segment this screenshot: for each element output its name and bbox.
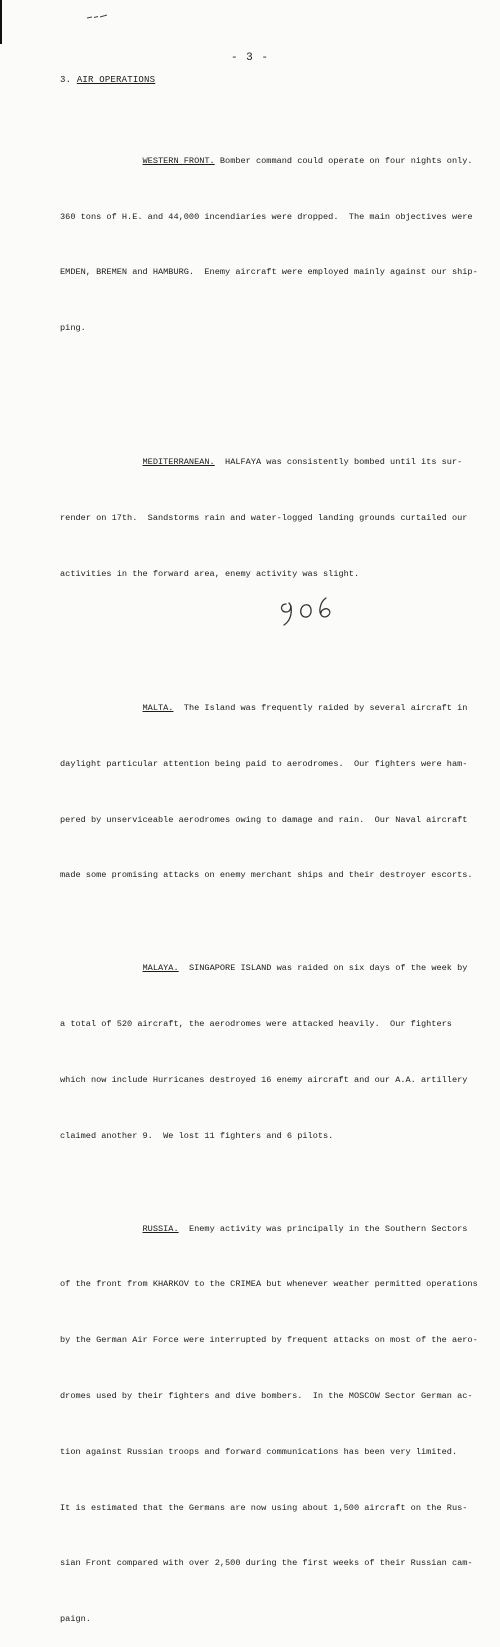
paragraph-line: render on 17th. Sandstorms rain and water-logged landing grounds curtailed our bbox=[60, 513, 468, 524]
handwritten-signature bbox=[278, 594, 342, 628]
paragraph-line: a total of 520 aircraft, the aerodromes were attacked heavily. Our fighters bbox=[60, 1019, 452, 1030]
paragraph-line: It is estimated that the Germans are now using about 1,500 aircraft on the Rus- bbox=[60, 1502, 468, 1513]
document-body bbox=[60, 96, 478, 1647]
paragraph-line: daylight particular attention being paid to aerodromes. Our fighters were ham- bbox=[60, 758, 468, 769]
page-edge-mark bbox=[0, 0, 2, 44]
paragraph-line: which now include Hurricanes destroyed 16 enemy aircraft and our A.A. artillery bbox=[60, 1074, 468, 1085]
section-heading bbox=[60, 75, 155, 85]
ink-mark bbox=[86, 14, 108, 20]
paragraph-line: WESTERN FRONT. Bomber command could operate on four nights only. bbox=[142, 155, 473, 166]
paragraph-lead: MALAYA. bbox=[142, 963, 179, 974]
paragraph-line: 360 tons of H.E. and 44,000 incendiaries were dropped. The main objectives were bbox=[60, 211, 473, 222]
paragraph-line: tion against Russian troops and forward communications has been very limited. bbox=[60, 1446, 458, 1457]
paragraph-lead: RUSSIA. bbox=[142, 1223, 179, 1234]
paragraph-line: made some promising attacks on enemy merchant ships and their destroyer escorts. bbox=[60, 870, 473, 881]
paragraph-line: claimed another 9. We lost 11 fighters and 6 pilots. bbox=[60, 1130, 334, 1141]
section-number: 3. bbox=[60, 75, 72, 85]
paragraph-lead: WESTERN FRONT. bbox=[142, 155, 215, 166]
paragraph-line: by the German Air Force were interrupted by frequent attacks on most of the aero- bbox=[60, 1335, 478, 1346]
paragraph-line: paign. bbox=[60, 1614, 91, 1625]
paragraph-line: ping. bbox=[60, 323, 86, 334]
paragraph-line: activities in the forward area, enemy activity was slight. bbox=[60, 568, 360, 579]
paragraph-lead: MEDITERRANEAN. bbox=[142, 457, 215, 468]
paragraph-line: EMDEN, BREMEN and HAMBURG. Enemy aircraft were employed mainly against our ship- bbox=[60, 267, 478, 278]
paragraph-line: of the front from KHARKOV to the CRIMEA but whenever weather permitted operations bbox=[60, 1279, 478, 1290]
section-title: AIR OPERATIONS bbox=[76, 75, 156, 85]
paragraph-line: MALTA. The Island was frequently raided by several aircraft in bbox=[142, 703, 468, 713]
paragraph-line: sian Front compared with over 2,500 during the first weeks of their Russian cam- bbox=[60, 1558, 473, 1569]
paragraph-lead: MALTA. bbox=[142, 703, 174, 713]
paragraph-line: MALAYA. SINGAPORE ISLAND was raided on six days of the week by bbox=[142, 963, 468, 974]
paragraph-line: MEDITERRANEAN. HALFAYA was consistently bombed until its sur- bbox=[142, 457, 463, 468]
page-number: - 3 - bbox=[230, 52, 269, 64]
paragraph-line: pered by unserviceable aerodromes owing to damage and rain. Our Naval aircraft bbox=[60, 814, 468, 825]
paragraph-line: dromes used by their fighters and dive bombers. In the MOSCOW Sector German ac- bbox=[60, 1390, 473, 1401]
paragraph-line: RUSSIA. Enemy activity was principally in the Southern Sectors bbox=[142, 1223, 468, 1234]
